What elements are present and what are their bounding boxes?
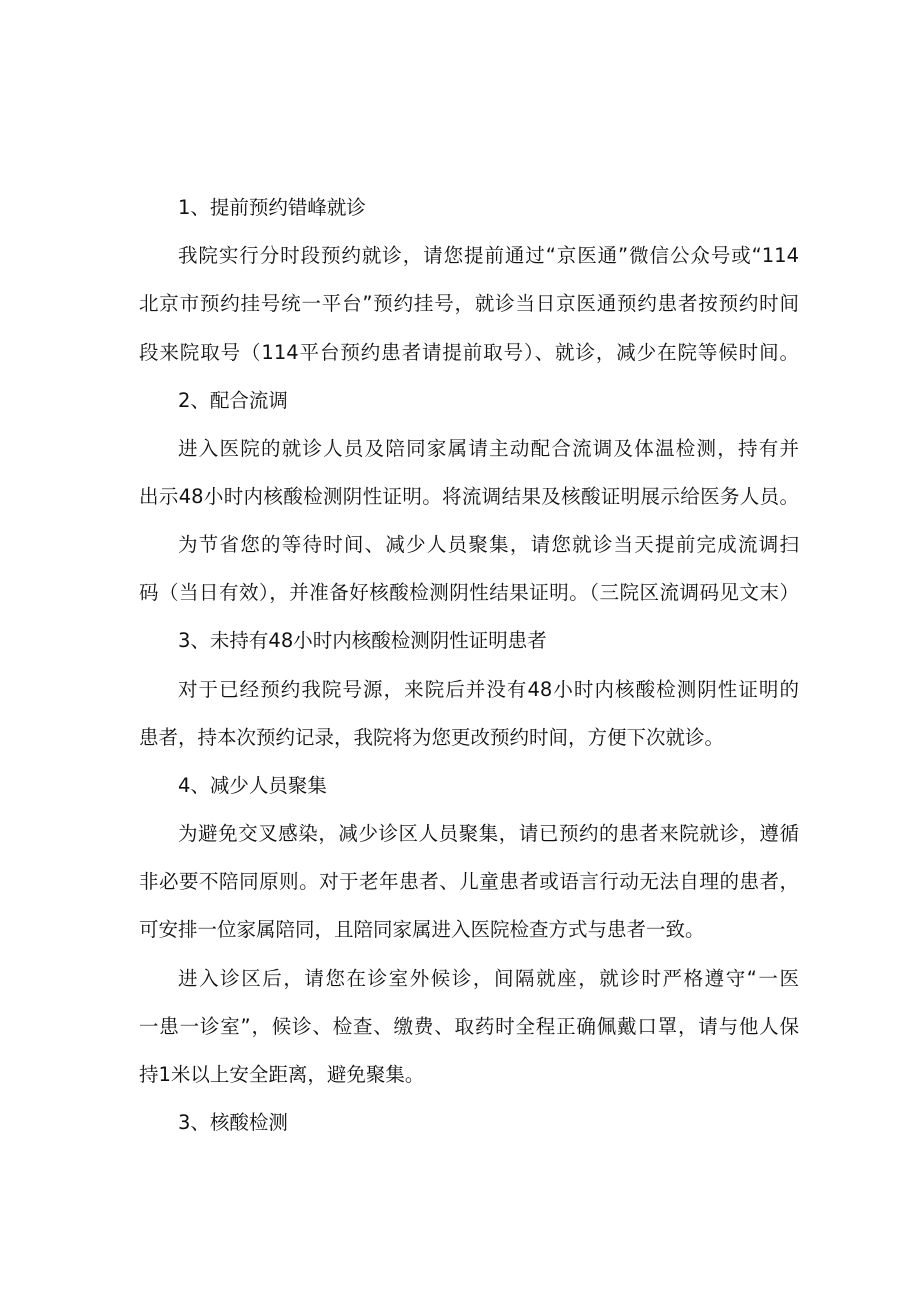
section-heading-reduce-gathering: 4、减少人员聚集 — [178, 774, 327, 797]
paragraph-line: 进入医院的就诊人员及陪同家属请主动配合流调及体温检测，持有并 — [178, 437, 799, 460]
paragraph-line: 为避免交叉感染，减少诊区人员聚集，请已预约的患者来院就诊，遵循 — [178, 822, 799, 845]
section-heading-epidemiological-survey: 2、配合流调 — [178, 389, 288, 412]
paragraph-line: 患者，持本次预约记录，我院将为您更改预约时间，方便下次就诊。 — [139, 726, 725, 749]
paragraph-line: 码（当日有效），并准备好核酸检测阴性结果证明。（三院区流调码见文末） — [139, 581, 799, 604]
paragraph-line: 为节省您的等待时间、减少人员聚集，请您就诊当天提前完成流调扫 — [178, 533, 799, 556]
paragraph-line: 出示48小时内核酸检测阴性证明。将流调结果及核酸证明展示给医务人员。 — [139, 485, 799, 508]
section-heading-appointment: 1、提前预约错峰就诊 — [178, 196, 366, 219]
paragraph-line: 我院实行分时段预约就诊，请您提前通过“京医通”微信公众号或“114 — [178, 244, 799, 267]
section-heading-no-test-certificate: 3、未持有48小时内核酸检测阴性证明患者 — [178, 629, 547, 652]
paragraph-line: 非必要不陪同原则。对于老年患者、儿童患者或语言行动无法自理的患者， — [139, 870, 799, 893]
section-heading-nucleic-acid-test: 3、核酸检测 — [178, 1111, 288, 1134]
paragraph-line: 持1米以上安全距离，避免聚集。 — [139, 1063, 425, 1086]
paragraph-line: 北京市预约挂号统一平台”预约挂号，就诊当日京医通预约患者按预约时间 — [139, 292, 799, 315]
paragraph-line: 对于已经预约我院号源，来院后并没有48小时内核酸检测阴性证明的 — [178, 678, 799, 701]
paragraph-line: 一患一诊室”，候诊、检查、缴费、取药时全程正确佩戴口罩，请与他人保 — [139, 1015, 799, 1038]
paragraph-line: 进入诊区后，请您在诊室外候诊，间隔就座，就诊时严格遵守“一医 — [178, 967, 799, 990]
paragraph-line: 可安排一位家属陪同，且陪同家属进入医院检查方式与患者一致。 — [139, 918, 705, 941]
paragraph-line: 段来院取号（114平台预约患者请提前取号）、就诊，减少在院等候时间。 — [139, 341, 799, 364]
